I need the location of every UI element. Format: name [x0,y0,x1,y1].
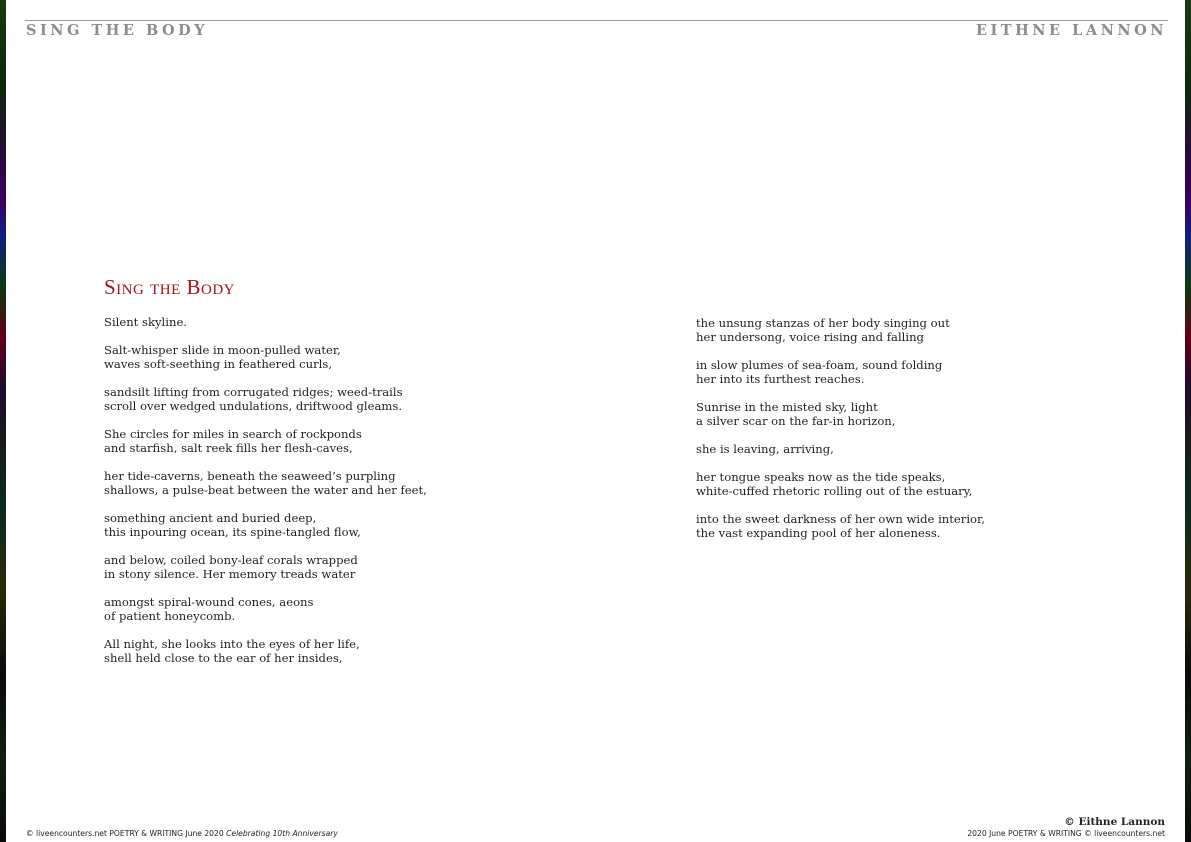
stanza [104,315,544,329]
poem-line: her tongue speaks now as the tide speaks, [696,470,946,484]
poem-column-left [104,315,544,679]
stanza [104,469,544,497]
poem-line: this inpouring ocean, its spine-tangled flow, [104,525,361,539]
footer-anniversary-text: Celebrating 10th Anniversary [226,829,338,838]
poem-line: the unsung stanzas of her body singing out [696,316,950,330]
poem-line: she is leaving, arriving, [696,442,834,456]
stanza [104,553,544,581]
poem-line: her into its furthest reaches. [696,372,865,386]
poem-line: in slow plumes of sea-foam, sound folding [696,358,943,372]
stanza [104,637,544,665]
poem-line: scroll over wedged undulations, driftwood gleams. [104,399,403,413]
stanza [104,385,544,413]
poem-line: her tide-caverns, beneath the seaweed’s purpling [104,469,396,483]
poem-line: into the sweet darkness of her own wide interior, [696,512,985,526]
poem-line: Sunrise in the misted sky, light [696,400,878,414]
poem-line: shell held close to the ear of her insides, [104,651,343,665]
footer-publication-text: © liveencounters.net POETRY & WRITING June 2020 [26,829,224,838]
running-head-author: EITHNE LANNON [975,22,1167,39]
poem-line: and below, coiled bony-leaf corals wrapped [104,553,358,567]
stanza [104,511,544,539]
poem-line: shallows, a pulse-beat between the water and her feet, [104,483,427,497]
poem-line: waves soft-seething in feathered curls, [104,357,333,371]
decorative-left-edge [0,0,6,842]
poem-title: Sing the Body [104,275,236,299]
poem-line: her undersong, voice rising and falling [696,330,924,344]
poem-line: Silent skyline. [104,315,187,329]
footer-issue-info: 2020 June POETRY & WRITING © liveencounters.net [967,829,1165,838]
stanza [696,470,1136,498]
running-head-title: SING THE BODY [26,22,209,39]
stanza [696,512,1136,540]
stanza [104,595,544,623]
decorative-right-edge [1185,0,1191,842]
poem-line: All night, she looks into the eyes of her life, [104,637,360,651]
poem-line: She circles for miles in search of rockponds [104,427,362,441]
poem-line: white-cuffed rhetoric rolling out of the estuary, [696,484,973,498]
header-rule [25,20,1168,21]
poem-line: in stony silence. Her memory treads water [104,567,356,581]
stanza [696,358,1136,386]
stanza [104,427,544,455]
stanza [696,442,1136,456]
stanza [696,400,1136,428]
copyright-notice: © Eithne Lannon [1064,816,1165,828]
poem-line: and starfish, salt reek fills her flesh-caves, [104,441,353,455]
poem-line: the vast expanding pool of her aloneness. [696,526,941,540]
poem-line: a silver scar on the far-in horizon, [696,414,896,428]
poem-column-right [696,316,1136,554]
footer-publication-info [26,829,338,838]
stanza [696,316,1136,344]
poem-line: amongst spiral-wound cones, aeons [104,595,314,609]
poem-line: Salt-whisper slide in moon-pulled water, [104,343,341,357]
poem-line: something ancient and buried deep, [104,511,317,525]
poem-line: sandsilt lifting from corrugated ridges; weed-trails [104,385,403,399]
stanza [104,343,544,371]
poem-line: of patient honeycomb. [104,609,236,623]
